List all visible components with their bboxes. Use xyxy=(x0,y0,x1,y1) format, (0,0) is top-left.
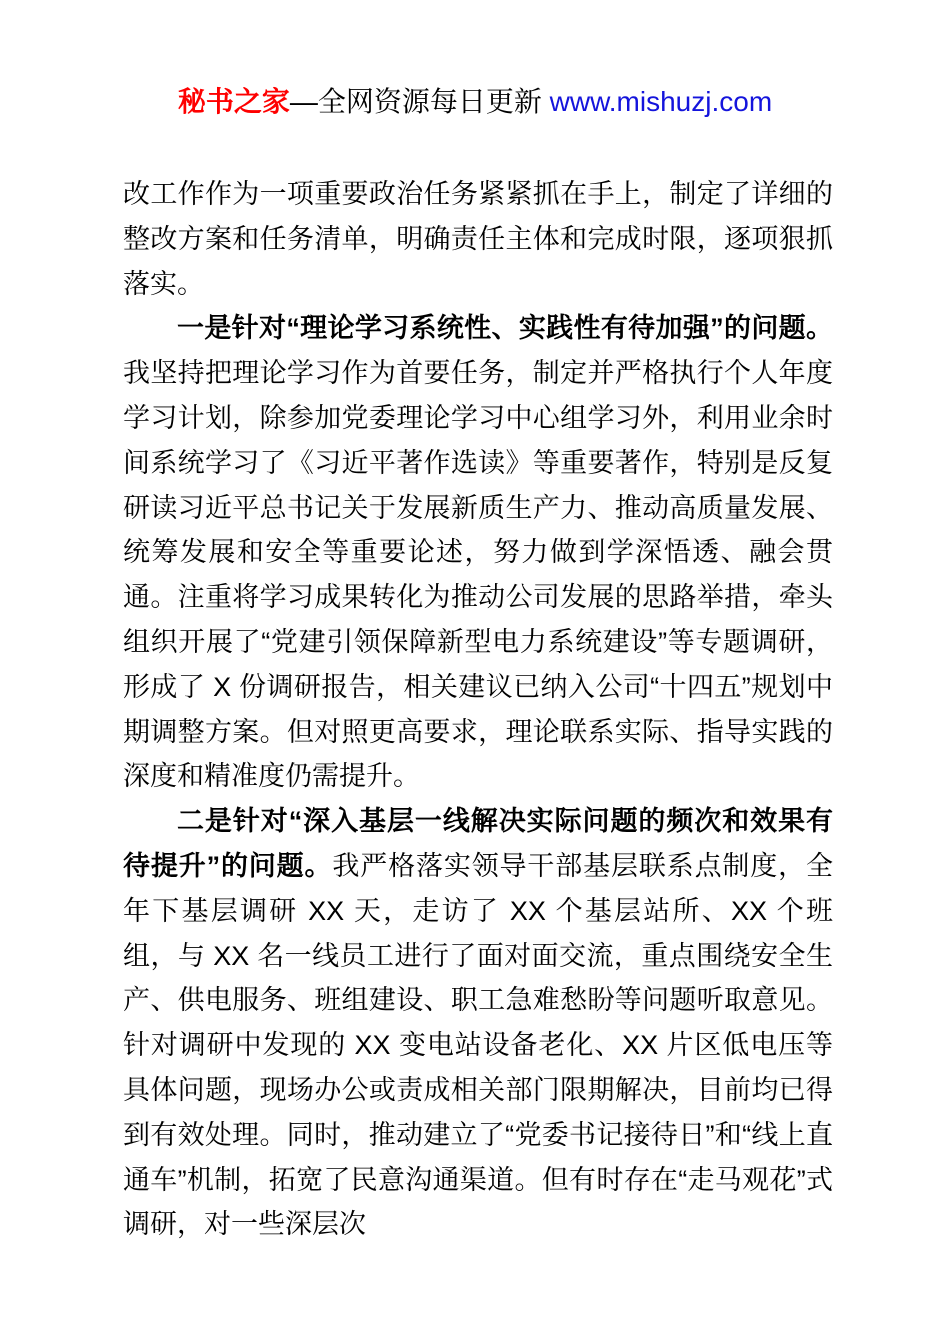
paragraph-continuation-text: 改工作作为一项重要政治任务紧紧抓在手上，制定了详细的整改方案和任务清单，明确责任主体和完成时限，逐项狠抓落实。 xyxy=(123,179,833,299)
site-tagline: —全网资源每日更新 xyxy=(289,86,550,117)
document-body xyxy=(123,172,833,1247)
site-brand: 秘书之家 xyxy=(177,86,290,117)
point-one-heading: 一是针对“理论学习系统性、实践性有待加强”的问题。 xyxy=(177,313,833,344)
site-url-link[interactable]: www.mishuzj.com xyxy=(549,86,773,117)
paragraph-continuation xyxy=(123,172,833,306)
point-one-text: 我坚持把理论学习作为首要任务，制定并严格执行个人年度学习计划，除参加党委理论学习中心组学习外，利用业余时间系统学习了《习近平著作选读》等重要著作，特别是反复研读习近平总书记关于发展新质生产力、推动高质量发展、统筹发展和安全等重要论述，努力做到学深悟透、融会贯通。注重将学习成果转化为推动公司发展的思路举措，牵头组织开展了“党建引领保障新型电力系统建设”等专题调研，形成了 X 份调研报告，相关建议已纳入公司“十四五”规划中期调整方案。但对照更高要求，理论联系实际、指导实践的深度和精准度仍需提升。 xyxy=(123,358,833,792)
point-two-heading: 二是针对“深入基层一线解决实际问题的频次和效果有待提升”的问题。 xyxy=(123,806,833,881)
site-header xyxy=(0,0,950,120)
paragraph-point-one xyxy=(123,306,833,799)
point-two-text: 我严格落实领导干部基层联系点制度，全年下基层调研 XX 天，走访了 XX 个基层站所、XX 个班组，与 XX 名一线员工进行了面对面交流，重点围绕安全生产、供电服务、班组建设、职工急难愁盼等问题听取意见。针对调研中发现的 XX 变电站设备老化、XX 片区低电压等具体问题，现场办公或责成相关部门限期解决，目前均已得到有效处理。同时，推动建立了“党委书记接待日”和“线上直通车”机制，拓宽了民意沟通渠道。但有时存在“走马观花”式调研，对一些深层次 xyxy=(123,850,834,1240)
paragraph-point-two xyxy=(123,799,833,1247)
